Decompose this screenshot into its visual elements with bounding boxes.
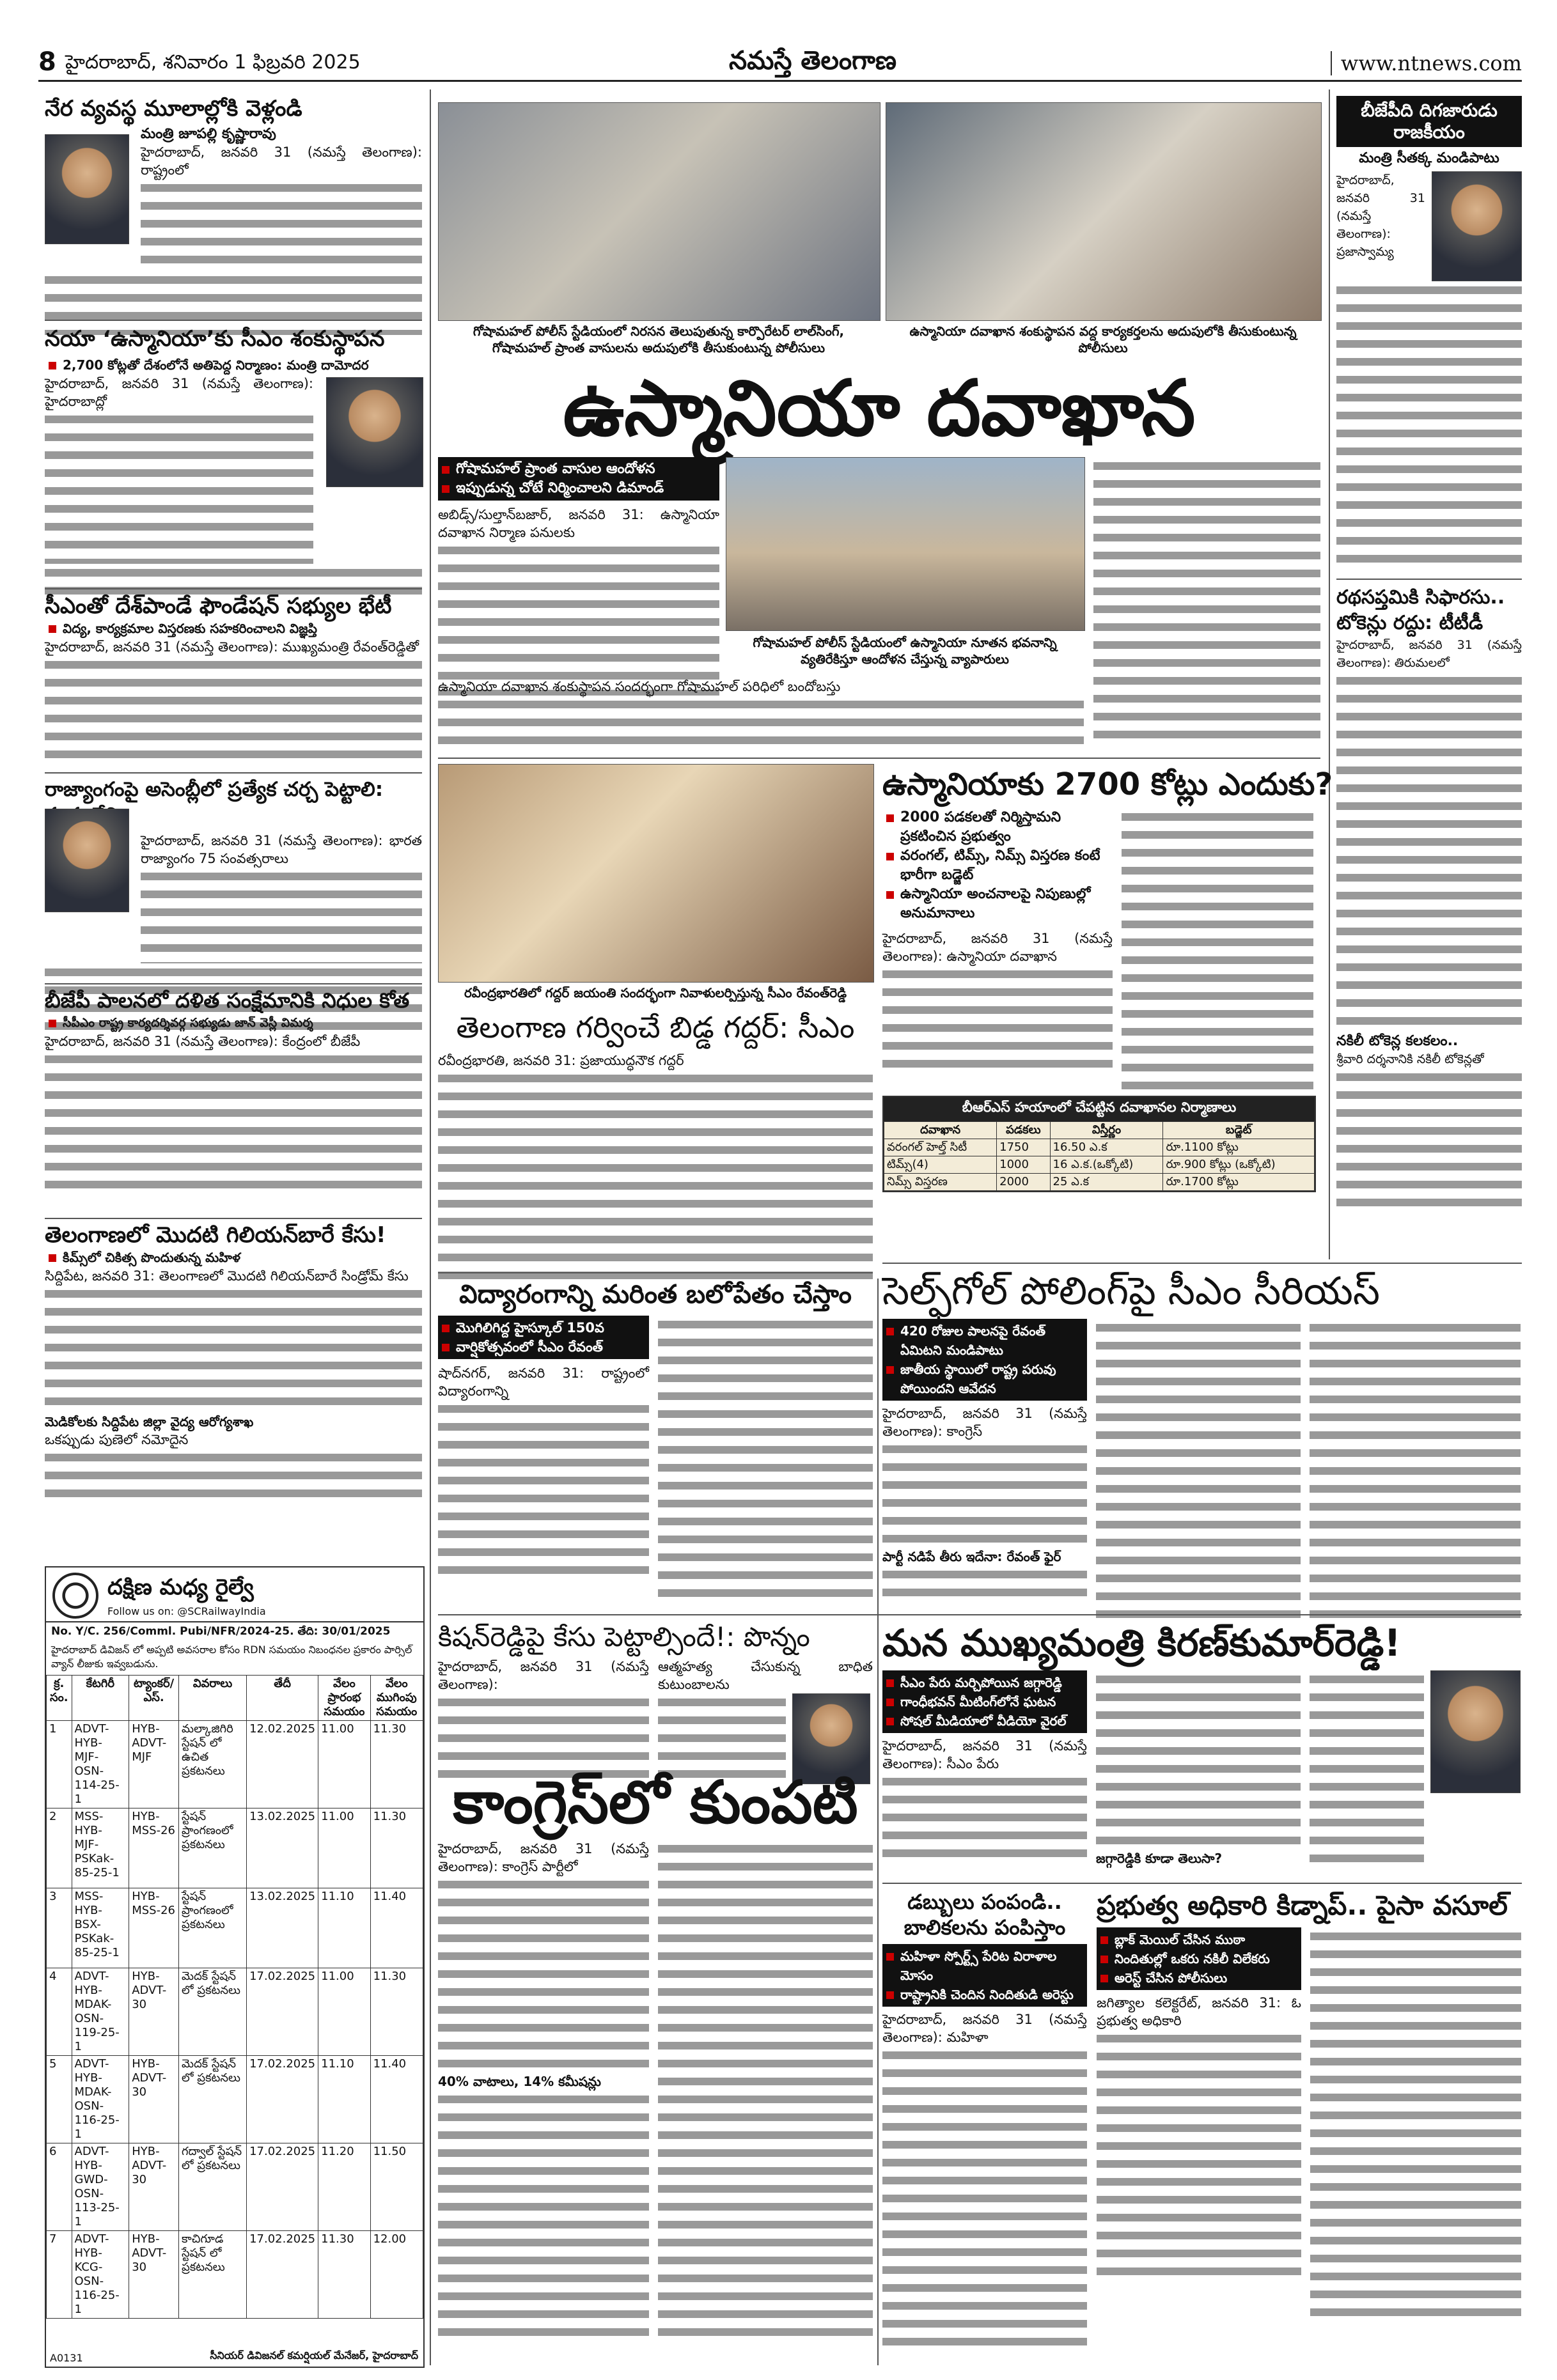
table-cell: HYB-ADVT-30 [129, 2231, 179, 2319]
article-education [438, 1279, 873, 1597]
headline: ఉస్మానియాకు 2700 కోట్లు ఎందుకు? [882, 766, 1333, 802]
headline: డబ్బులు పంపండి.. బాలికలను పంపిస్తాం [904, 1890, 1066, 1940]
headline: సీఎంతో దేశ్‌పాండే ఫౌండేషన్ సభ్యుల భేటీ [45, 593, 392, 619]
table-row [884, 1139, 1315, 1156]
article-body [45, 271, 422, 335]
article-body [1096, 1319, 1301, 1623]
subhead: సీపీఎం రాష్ట్ర కార్యదర్శివర్గ సభ్యుడు జాన్ వెస్లీ విమర్శ [45, 1013, 422, 1032]
subhead: 2,700 కోట్లతో దేశంలోనే అతిపెద్ద నిర్మాణం: మంత్రి దామోదర [45, 355, 422, 375]
portrait-photo [1432, 171, 1522, 281]
article-body [45, 1050, 422, 1196]
table-row [47, 1968, 423, 2056]
table-cell: నిమ్స్ విస్తరణ [884, 1174, 997, 1191]
table-cell: రూ.900 కోట్లు (ఒక్కోటి) [1163, 1156, 1315, 1174]
section-divider [45, 1218, 422, 1219]
article-body [1096, 1670, 1301, 1849]
article-lead: హైదరాబాద్, జనవరి 31 (నమస్తే తెలంగాణ): సీఎం పేరు [882, 1738, 1087, 1771]
article-body [141, 867, 422, 963]
article-minister-jupally [45, 96, 422, 335]
subhead: నకిలీ టోకెన్ల కలకలం.. [1336, 1033, 1459, 1049]
article-body [1310, 1670, 1424, 1862]
table-cell: రూ.1100 కోట్లు [1163, 1139, 1315, 1156]
article-body [438, 1400, 649, 1579]
tender-table [46, 1675, 423, 2319]
photo-caption: రవీంద్రభారతిలో గద్దర్ జయంతి సందర్భంగా నివాళులర్పిస్తున్న సీఎం రేవంత్‌రెడ్డి [464, 985, 847, 1000]
table-cell: 2 [47, 1808, 72, 1888]
table-cell: 11.30 [370, 1808, 423, 1888]
gaddar-tribute-photo [438, 764, 874, 983]
table-header: పడకలు [997, 1122, 1050, 1139]
notice-number: No. Y/C. 256/Comml. Pubi/NFR/2024-25. తేది: 30/01/2025 [51, 1625, 391, 1638]
osmania-story-right [1093, 457, 1320, 743]
table-cell: 13.02.2025 [247, 1888, 318, 1968]
table-cell: మల్కాజిగిరి స్టేషన్ లో ఉచిత ప్రకటనలు [179, 1721, 247, 1808]
table-cell: 17.02.2025 [247, 1968, 318, 2056]
railway-follow[interactable]: Follow us on: @SCRailwayIndia [107, 1605, 266, 1617]
article-lead: హైదరాబాద్, జనవరి 31 (నమస్తే తెలంగాణ): ముఖ్యమంత్రి రేవంత్‌రెడ్డితో [45, 639, 419, 655]
article-ponnam [438, 1621, 873, 1784]
section-divider [882, 1263, 1522, 1264]
table-row [47, 2231, 423, 2319]
railway-tender-ad [45, 1566, 425, 2368]
bullet-point: అరెస్ట్ చేసిన పోలీసులు [1097, 1968, 1301, 1987]
article-body [438, 1876, 649, 2073]
article-body [438, 2090, 649, 2341]
article-lead: హైదరాబాద్, జనవరి 31 (నమస్తే తెలంగాణ): ప్రజాస్వామ్య [1336, 173, 1425, 259]
article-lead: ఉస్మానియా దవాఖాన శంకుస్థాపన సందర్భంగా గోషామహల్ పరిధిలో బందోబస్తు [438, 679, 841, 694]
table-cell: 11.10 [318, 2056, 370, 2143]
headline: విద్యారంగాన్ని మరింత బలోపేతం చేస్తాం [459, 1280, 852, 1309]
protest-photo [438, 102, 880, 321]
railway-logo-icon [52, 1573, 98, 1619]
table-cell: 3 [47, 1888, 72, 1968]
hospital-table [884, 1121, 1315, 1191]
article-congress [438, 1768, 873, 2341]
table-cell: స్టేషన్ ప్రాంగణంలో ప్రకటనలు [179, 1808, 247, 1888]
table-cell: 11.30 [318, 2231, 370, 2319]
photo-caption: ఉస్మానియా దవాఖాన శంకుస్థాపన వద్ద కార్యకర్తలను అదుపులోకి తీసుకుంటున్న పోలీసులు [909, 323, 1297, 355]
article-gbs-case [45, 1222, 422, 1502]
table-header: బడ్జెట్ [1163, 1122, 1315, 1139]
table-cell: 1 [47, 1721, 72, 1808]
bullet-point: జాతీయ స్థాయిలో రాష్ట్ర పరువు పోయిందని ఆవేదన [882, 1360, 1087, 1398]
headline: నయా ‘ఉస్మానియా’కు సీఎం శంకుస్థాపన [45, 326, 385, 352]
table-cell: 2000 [997, 1174, 1050, 1191]
portrait-photo [1430, 1670, 1521, 1793]
section-divider [438, 1272, 873, 1273]
headline: నేర వ్యవస్థ మూలాల్లోకి వెళ్లండి [45, 96, 302, 121]
table-cell: 11.30 [370, 1968, 423, 2056]
byline: మంత్రి సీతక్క మండిపాటు [1359, 150, 1499, 166]
article-lead: జగిత్యాల కలెక్టరేట్, జనవరి 31: ఓ ప్రభుత్వ అధికారి [1097, 1995, 1301, 2028]
table-cell: స్టేషన్ ప్రాంగణంలో ప్రకటనలు [179, 1888, 247, 1968]
article-body [882, 965, 1113, 1073]
table-cell: MSS-HYB-MJF-PSKak-85-25-1 [72, 1808, 129, 1888]
section-divider [45, 983, 422, 984]
table-row [884, 1156, 1315, 1174]
article-lead: షాద్‌నగర్, జనవరి 31: రాష్ట్రంలో విద్యారంగాన్ని [438, 1365, 649, 1399]
section-divider [882, 1883, 1522, 1884]
article-body [45, 1449, 422, 1502]
table-cell: 7 [47, 2231, 72, 2319]
table-cell: MSS-HYB-BSX-PSKak-85-25-1 [72, 1888, 129, 1968]
newspaper-title: నమస్తే తెలంగాణ [729, 46, 897, 75]
headline: కాంగ్రెస్‌లో కుంపటి [453, 1768, 858, 1837]
table-cell: HYB-ADVT-30 [129, 1968, 179, 2056]
bullet-point: గోషామహల్ ప్రాంత వాసుల ఆందోళన [438, 460, 719, 479]
subhead: జగ్గారెడ్డికి కూడా తెలుసా? [1096, 1851, 1223, 1866]
table-cell: 17.02.2025 [247, 2056, 318, 2143]
portrait-photo [45, 134, 129, 244]
table-row [47, 1721, 423, 1808]
article-bjp-seethakka [1336, 96, 1522, 568]
article-body [1093, 457, 1320, 743]
table-cell: 11.50 [370, 2143, 423, 2231]
table-cell: HYB-ADVT-MJF [129, 1721, 179, 1808]
table-cell: 17.02.2025 [247, 2231, 318, 2319]
table-cell: HYB-ADVT-30 [129, 2056, 179, 2143]
headline: ప్రభుత్వ అధికారి కిడ్నాప్.. పైసా వసూల్ [1097, 1890, 1508, 1921]
article-body [882, 2046, 1087, 2351]
notice-intro: హైదరాబాద్ డివిజన్ లో అప్పటి అవసరాల కోసం RDN సమయం నిబంధనల ప్రకారం పార్సిల్ వ్యాన్ లీజుకు ఇవ్వబడును. [51, 1644, 412, 1670]
table-cell: 11.10 [318, 1888, 370, 1968]
article-lead: ఆత్మహత్య చేసుకున్న బాధిత కుటుంబాలను [658, 1659, 873, 1692]
subhead: టోకెన్లు రద్దు: టీటీడీ [1336, 612, 1483, 634]
table-cell: 12.02.2025 [247, 1721, 318, 1808]
bullet-point: 2000 పడకలతో నిర్మిస్తామని ప్రకటించిన ప్రభుత్వం [882, 808, 1113, 846]
article-lead: హైదరాబాద్, జనవరి 31 (నమస్తే తెలంగాణ): [438, 1659, 649, 1692]
ad-signature: సీనియర్ డివిజనల్ కమర్షియల్ మేనేజర్, హైదరాబాద్ [210, 2349, 418, 2361]
table-cell: మెదక్ స్టేషన్ లో ప్రకటనలు [179, 1968, 247, 2056]
article-body [882, 1566, 1087, 1601]
byline: మంత్రి జూపల్లి కృష్ణారావు [141, 126, 276, 142]
table-cell: ADVT-HYB-MDAK-OSN-116-25-1 [72, 2056, 129, 2143]
bullet-point: వరంగల్, టిమ్స్, నిమ్స్ విస్తరణ కంటే భారీగా బడ్జెట్ [882, 846, 1113, 885]
arrest-photo [886, 102, 1322, 321]
article-lead: హైదరాబాద్, జనవరి 31 (నమస్తే తెలంగాణ): కేంద్రంలో బీజేపీ [45, 1034, 361, 1049]
article-money [882, 1889, 1087, 2351]
article-lead: హైదరాబాద్, జనవరి 31 (నమస్తే తెలంగాణ): తిరుమలలో [1336, 638, 1522, 670]
table-row [884, 1174, 1315, 1191]
article-lead: అబిడ్స్/సుల్తాన్‌బజార్, జనవరి 31: ఉస్మానియా దవాఖాన నిర్మాణ పనులకు [438, 507, 719, 540]
article-body [45, 656, 422, 763]
article-kiran [882, 1621, 1522, 1867]
bullet-point: మహిళా స్పోర్ట్స్ పేరిట విరాళాల మోసం [882, 1947, 1087, 1985]
article-body [45, 1285, 422, 1410]
article-body [1310, 1927, 1521, 2324]
bullet-point: వార్షికోత్సవంలో సీఎం రేవంత్ [438, 1337, 649, 1357]
table-cell: 5 [47, 2056, 72, 2143]
headline: మన ముఖ్యమంత్రి కిరణ్‌కుమార్‌రెడ్డి! [882, 1621, 1401, 1665]
article-lead: శ్రీవారి దర్శనానికి నకిలీ టోకెన్లతో [1336, 1052, 1484, 1066]
ad-code: A0131 [50, 2352, 83, 2364]
table-header: వేలం ముగింపు సమయం [370, 1676, 423, 1721]
subhead: విద్య, కార్యక్రమాల విస్తరణకు సహకరించాలని విజ్ఞప్తి [45, 619, 422, 638]
section-divider [45, 320, 422, 321]
article-body [438, 696, 1084, 749]
table-title: బీఆర్‌ఎస్ హయాంలో చేపట్టిన దవాఖానల నిర్మాణాలు [884, 1097, 1315, 1121]
subhead: 40% వాటాలు, 14% కమీషన్లు [438, 2074, 601, 2089]
table-cell: 11.00 [318, 1968, 370, 2056]
photo-caption: గోషామహల్ పోలీస్ స్టేడియంలో ఉస్మానియా నూతన భవనాన్ని వ్యతిరేకిస్తూ ఆందోళన చేస్తున్న వ్యాపారులు [753, 635, 1057, 667]
article-body [1336, 281, 1522, 568]
table-row [47, 1808, 423, 1888]
headline: తెలంగాణ గర్వించే బిడ్డ గద్దర్: సీఎం [456, 1010, 855, 1045]
railway-brand: దక్షిణ మధ్య రైల్వే [107, 1574, 254, 1600]
table-row [47, 1888, 423, 1968]
osmania-story-left [438, 457, 719, 703]
column-divider [877, 1279, 879, 2365]
article-body [1097, 2030, 1301, 2280]
article-body [882, 1773, 1087, 1862]
table-cell: వరంగల్ హెల్త్ సిటీ [884, 1139, 997, 1156]
table-header: ట్యాంకర్/ ఎస్. [129, 1676, 179, 1721]
table-cell: ADVT-HYB-KCG-OSN-116-25-1 [72, 2231, 129, 2319]
table-cell: 6 [47, 2143, 72, 2231]
article-lead: హైదరాబాద్, జనవరి 31 (నమస్తే తెలంగాణ): ఉస్మానియా దవాఖాన [882, 931, 1113, 964]
section-divider [45, 772, 422, 774]
portrait-photo [45, 809, 129, 912]
table-cell: ADVT-HYB-MJF-OSN-114-25-1 [72, 1721, 129, 1808]
gaddar-story [438, 1052, 873, 1284]
article-lead: హైదరాబాద్, జనవరి 31 (నమస్తే తెలంగాణ): హైదరాబాద్లో [45, 376, 313, 409]
osmania-story-bottom [438, 678, 1084, 749]
masthead [38, 45, 1522, 82]
table-row [47, 2143, 423, 2231]
article-lead: హైదరాబాద్, జనవరి 31 (నమస్తే తెలంగాణ): భారత రాజ్యాంగం 75 సంవత్సరాలు [141, 833, 422, 866]
table-header: దవాఖాన [884, 1122, 997, 1139]
article-lead: సిద్దిపేట, జనవరి 31: తెలంగాణలో మొదటి గిలియన్‌బారే సిండ్రోమ్ కేసు [45, 1268, 409, 1284]
table-header: కేటగిరీ [72, 1676, 129, 1721]
article-body [438, 1069, 873, 1284]
section-divider [1336, 579, 1522, 580]
article-body [1122, 808, 1313, 1089]
table-cell: 4 [47, 1968, 72, 2056]
article-lead: హైదరాబాద్, జనవరి 31 (నమస్తే తెలంగాణ): కాంగ్రెస్ పార్టీలో [438, 1841, 649, 1874]
subhead: కిమ్స్‌లో చికిత్స పొందుతున్న మహిళ [45, 1248, 422, 1267]
table-cell: రూ.1700 కోట్లు [1163, 1174, 1315, 1191]
headline: తెలంగాణలో మొదటి గిలియన్‌బారే కేసు! [45, 1222, 386, 1248]
headline: కిషన్‌రెడ్డిపై కేసు పెట్టాల్సిందే!: పొన్నం [438, 1621, 810, 1653]
table-cell: 16.50 ఎ.క [1050, 1139, 1163, 1156]
subhead: పార్టీ నడిపే తీరు ఇదేనా: రేవంత్ ఫైర్ [882, 1549, 1061, 1564]
article-osmania-foundation [45, 326, 422, 602]
article-body [1310, 1319, 1521, 1623]
page-number: 8 [38, 47, 56, 77]
article-body [1336, 672, 1522, 1030]
table-cell: HYB-MSS-26 [129, 1888, 179, 1968]
article-lead: రవీంద్రభారతి, జనవరి 31: ప్రజాయుద్ధనౌక గద్దర్ [438, 1053, 684, 1068]
section-divider [438, 758, 1320, 759]
bullet-point: 420 రోజుల పాలనపై రేవంత్‌ ఏమిటని మండిపాటు [882, 1321, 1087, 1360]
table-cell: 1000 [997, 1156, 1050, 1174]
article-body [658, 1316, 873, 1597]
table-cell: 11.00 [318, 1808, 370, 1888]
table-cell: 17.02.2025 [247, 2143, 318, 2231]
headline: రాజ్యాంగంపై అసెంబ్లీలో ప్రత్యేక చర్చ పెట్టాలి: [45, 778, 384, 801]
table-row [47, 2056, 423, 2143]
article-body [1336, 1068, 1522, 1211]
headline: బీజేపీది దిగజారుడు రాజకీయం [1361, 100, 1498, 143]
table-cell: 11.40 [370, 2056, 423, 2143]
table-cell: 1750 [997, 1139, 1050, 1156]
street-photo [726, 457, 1085, 631]
table-cell: 11.30 [370, 1721, 423, 1808]
photo-caption: గోషామహల్ పోలీస్ స్టేడియంలో నిరసన తెలుపుతున్న కార్పొరేటర్ లాల్‌సింగ్, గోషామహల్ ప్రాంత వాసులను అదుపులోకి తీసుకుంటున్న పోలీసులు [473, 323, 845, 355]
bullet-point: ఇప్పుడున్న చోటే నిర్మించాలని డిమాండ్ [438, 479, 719, 498]
site-url[interactable]: www.ntnews.com [1331, 51, 1522, 75]
bullet-point: బ్లాక్ మెయిల్ చేసిన ముఠా [1097, 1930, 1301, 1949]
bullet-point: సోషల్ మీడియాలో వీడియో వైరల్ [882, 1711, 1087, 1731]
article-rathasaptami [1336, 585, 1522, 1211]
bullet-point: గాంధీభవన్ మీటింగ్‌లోనే ఘటన [882, 1692, 1087, 1711]
table-cell: 16 ఎ.క.(ఒక్కోటి) [1050, 1156, 1163, 1174]
article-body [882, 1440, 1087, 1548]
table-cell: 11.40 [370, 1888, 423, 1968]
table-cell: HYB-ADVT-30 [129, 2143, 179, 2231]
table-header: క్ర. సం. [47, 1676, 72, 1721]
bullet-point: మొగిలిగిద్ద హైస్కూల్ 150వ [438, 1318, 649, 1337]
table-cell: గద్వాల్ స్టేషన్ లో ప్రకటనలు [179, 2143, 247, 2231]
section-divider [45, 588, 422, 589]
article-body [658, 1840, 873, 2341]
article-self-goal [882, 1269, 1522, 1623]
article-body [45, 410, 313, 564]
table-cell: ADVT-HYB-GWD-OSN-113-25-1 [72, 2143, 129, 2231]
table-cell: 11.20 [318, 2143, 370, 2231]
main-headline: ఉస్మానియా దవాఖాన [563, 364, 1196, 453]
portrait-photo [326, 377, 423, 487]
table-header: వేలం ప్రారంభ సమయం [318, 1676, 370, 1721]
table-header: విస్తీర్ణం [1050, 1122, 1163, 1139]
column-divider [430, 89, 431, 2365]
dateline: హైదరాబాద్, శనివారం 1 ఫిబ్రవరి 2025 [65, 51, 361, 74]
headline: బీజేపీ పాలనలో దళిత సంక్షేమానికి నిధుల కోత [45, 988, 410, 1013]
bullet-point: నిందితుల్లో ఒకరు నకిలీ విలేకరు [1097, 1949, 1301, 1968]
table-cell: HYB-MSS-26 [129, 1808, 179, 1888]
bullet-point: సీఎం పేరు మర్చిపోయిన జగ్గారెడ్డి [882, 1673, 1087, 1692]
article-lead: ఒకప్పుడు పుణెలో నమోదైన [45, 1432, 189, 1447]
table-cell: ADVT-HYB-MDAK-OSN-119-25-1 [72, 1968, 129, 2056]
article-lead: హైదరాబాద్, జనవరి 31 (నమస్తే తెలంగాణ): మహిళా [882, 2012, 1087, 2045]
table-cell: 12.00 [370, 2231, 423, 2319]
article-kidnap [1097, 1889, 1522, 2324]
table-header: తేదీ [247, 1676, 318, 1721]
table-cell: 11.00 [318, 1721, 370, 1808]
table-cell: 13.02.2025 [247, 1808, 318, 1888]
article-lead: హైదరాబాద్, జనవరి 31 (నమస్తే తెలంగాణ): రాష్ట్రంలో [141, 144, 422, 178]
bullet-point: రాష్ట్రానికి చెందిన నిందితుడి అరెస్టు [882, 1985, 1087, 2004]
section-divider [438, 1614, 1522, 1615]
table-cell: మెదక్ స్టేషన్ లో ప్రకటనలు [179, 2056, 247, 2143]
article-lead: హైదరాబాద్, జనవరి 31 (నమస్తే తెలంగాణ): కాంగ్రెస్ [882, 1406, 1087, 1439]
article-dalit-welfare [45, 988, 422, 1196]
table-cell: టిమ్స్(4) [884, 1156, 997, 1174]
article-body [141, 179, 422, 268]
headline: రథసప్తమికి సిఫారసు.. [1336, 586, 1505, 609]
table-cell: కాచిగూడ స్టేషన్ లో ప్రకటనలు [179, 2231, 247, 2319]
bullet-point: ఉస్మానియా అంచనాలపై నిపుణుల్లో అనుమానాలు [882, 885, 1113, 923]
article-deshpande [45, 593, 422, 763]
subhead: మెడికోలకు సిద్దిపేట జిల్లా వైద్య ఆరోగ్యశాఖ [45, 1414, 254, 1429]
table-header: వివరాలు [179, 1676, 247, 1721]
table-cell: 25 ఎ.క [1050, 1174, 1163, 1191]
headline: సెల్ఫ్‌గోల్ పోలింగ్‌పై సీఎం సీరియస్ [882, 1269, 1381, 1314]
